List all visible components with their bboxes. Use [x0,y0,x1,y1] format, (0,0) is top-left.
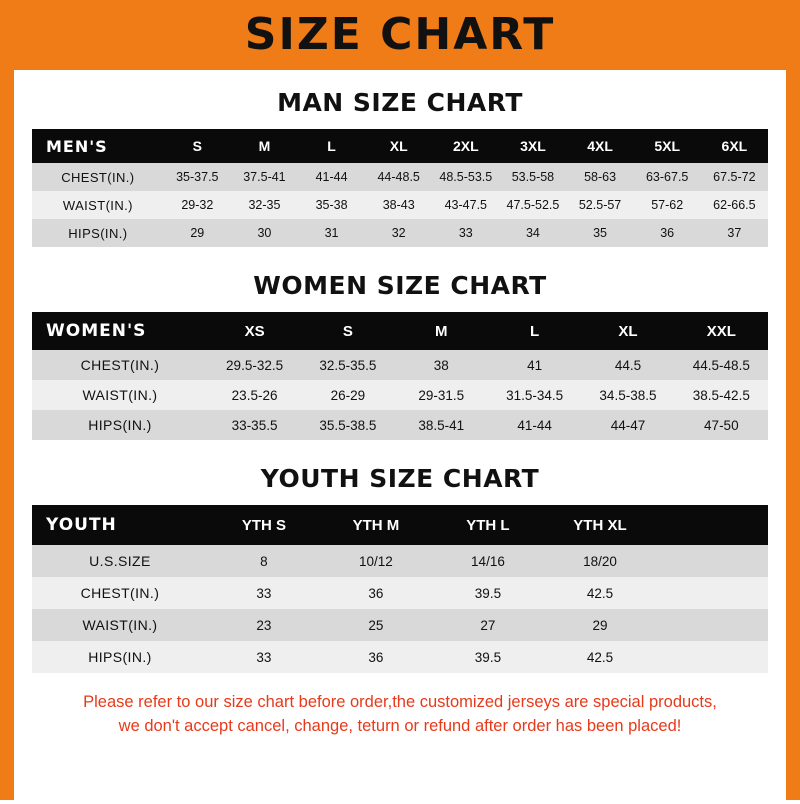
table-row [32,577,768,609]
table-cell: 26-29 [301,380,394,410]
table-cell: 33 [432,219,499,247]
row-label: CHEST(IN.) [32,350,208,380]
table-row [32,191,768,219]
row-label: HIPS(IN.) [32,641,208,673]
table-cell: 31.5-34.5 [488,380,581,410]
table-cell: 43-47.5 [432,191,499,219]
table-cell: 33 [208,641,320,673]
women-size-table [32,312,768,440]
table-cell: 44-47 [581,410,674,440]
table-cell: 10/12 [320,545,432,577]
youth-header-cell-empty [656,505,768,545]
table-cell: 29-32 [164,191,231,219]
youth-header-cell: YTH XL [544,505,656,545]
table-cell: 8 [208,545,320,577]
table-cell: 41-44 [298,163,365,191]
table-cell: 32.5-35.5 [301,350,394,380]
table-cell: 18/20 [544,545,656,577]
table-cell: 44.5-48.5 [675,350,768,380]
table-cell: 14/16 [432,545,544,577]
table-cell: 39.5 [432,577,544,609]
table-header-row [32,129,768,163]
women-table-header [32,312,768,350]
table-cell-empty [656,609,768,641]
table-cell: 29-31.5 [395,380,488,410]
table-cell: 31 [298,219,365,247]
table-row [32,380,768,410]
table-cell: 58-63 [567,163,634,191]
man-header-cell: 3XL [499,129,566,163]
women-header-cell: XXL [675,312,768,350]
table-cell: 47-50 [675,410,768,440]
table-cell: 34.5-38.5 [581,380,674,410]
table-cell: 44.5 [581,350,674,380]
table-cell: 23.5-26 [208,380,301,410]
table-cell: 53.5-58 [499,163,566,191]
man-header-cell: 4XL [567,129,634,163]
table-cell: 33-35.5 [208,410,301,440]
man-header-cell: MEN'S [32,129,164,163]
table-cell: 63-67.5 [634,163,701,191]
table-cell: 36 [320,641,432,673]
man-section-title: MAN SIZE CHART [277,88,523,117]
order-policy-notice [32,691,768,739]
row-label: WAIST(IN.) [32,609,208,641]
table-cell: 27 [432,609,544,641]
table-cell: 25 [320,609,432,641]
table-cell: 47.5-52.5 [499,191,566,219]
youth-size-table [32,505,768,673]
table-cell: 44-48.5 [365,163,432,191]
man-header-cell: L [298,129,365,163]
table-cell: 38 [395,350,488,380]
table-cell: 29.5-32.5 [208,350,301,380]
table-cell-empty [656,641,768,673]
youth-table-body [32,545,768,673]
table-cell: 48.5-53.5 [432,163,499,191]
row-label: U.S.SIZE [32,545,208,577]
row-label: HIPS(IN.) [32,219,164,247]
table-row [32,545,768,577]
table-cell: 35-37.5 [164,163,231,191]
man-header-cell: XL [365,129,432,163]
women-header-cell: L [488,312,581,350]
table-cell-empty [656,577,768,609]
table-cell: 34 [499,219,566,247]
table-cell: 30 [231,219,298,247]
table-cell: 41 [488,350,581,380]
women-header-cell: WOMEN'S [32,312,208,350]
table-cell: 32-35 [231,191,298,219]
youth-table-header [32,505,768,545]
table-cell: 42.5 [544,577,656,609]
content-area [14,88,786,804]
row-label: WAIST(IN.) [32,380,208,410]
table-cell: 35.5-38.5 [301,410,394,440]
man-header-cell: 5XL [634,129,701,163]
youth-section-title: YOUTH SIZE CHART [260,464,540,493]
row-label: WAIST(IN.) [32,191,164,219]
women-header-cell: XS [208,312,301,350]
table-cell: 52.5-57 [567,191,634,219]
row-label: CHEST(IN.) [32,577,208,609]
table-row [32,410,768,440]
table-row [32,641,768,673]
table-cell: 41-44 [488,410,581,440]
man-table-body [32,163,768,247]
youth-header-cell: YOUTH [32,505,208,545]
women-header-cell: S [301,312,394,350]
row-label: HIPS(IN.) [32,410,208,440]
table-cell: 23 [208,609,320,641]
youth-header-cell: YTH M [320,505,432,545]
table-cell: 32 [365,219,432,247]
women-header-cell: XL [581,312,674,350]
table-cell: 37 [701,219,768,247]
table-cell: 38-43 [365,191,432,219]
table-cell: 38.5-41 [395,410,488,440]
youth-header-cell: YTH S [208,505,320,545]
table-cell: 35-38 [298,191,365,219]
notice-line-1: Please refer to our size chart before order,the customized jerseys are special products, [83,693,717,711]
youth-header-cell: YTH L [432,505,544,545]
table-cell: 67.5-72 [701,163,768,191]
man-header-cell: 6XL [701,129,768,163]
notice-line-2: we don't accept cancel, change, teturn or refund after order has been placed! [118,716,682,735]
table-row [32,609,768,641]
table-row [32,163,768,191]
table-cell: 62-66.5 [701,191,768,219]
table-cell: 29 [544,609,656,641]
man-header-cell: S [164,129,231,163]
table-cell: 29 [164,219,231,247]
table-cell: 37.5-41 [231,163,298,191]
women-header-cell: M [395,312,488,350]
row-label: CHEST(IN.) [32,163,164,191]
women-section-title: WOMEN SIZE CHART [253,271,547,300]
table-cell: 33 [208,577,320,609]
page-title: SIZE CHART [244,9,556,60]
table-cell-empty [656,545,768,577]
table-cell: 42.5 [544,641,656,673]
table-cell: 38.5-42.5 [675,380,768,410]
table-cell: 39.5 [432,641,544,673]
table-cell: 35 [567,219,634,247]
header-band [14,0,786,70]
table-cell: 57-62 [634,191,701,219]
table-row [32,219,768,247]
table-row [32,350,768,380]
table-header-row [32,505,768,545]
table-cell: 36 [634,219,701,247]
man-size-table [32,129,768,247]
man-header-cell: M [231,129,298,163]
table-header-row [32,312,768,350]
table-cell: 36 [320,577,432,609]
man-table-header [32,129,768,163]
man-header-cell: 2XL [432,129,499,163]
women-table-body [32,350,768,440]
